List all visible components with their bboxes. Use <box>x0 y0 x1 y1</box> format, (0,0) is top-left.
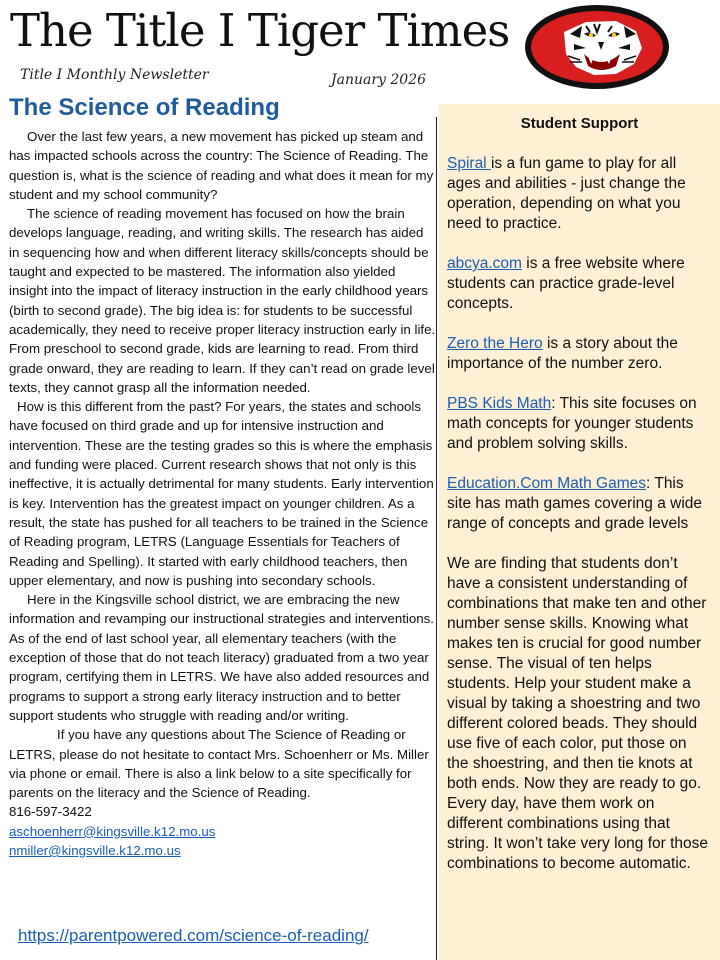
article-body <box>9 127 437 860</box>
make-ten-tip: We are finding that students don’t have a consistent understanding of combinations that make ten and other number sense skills. Knowing what makes ten is crucial for good number sense. The visual of ten helps students. Help your student make a visual by taking a shoestring and two different colored beads. They should use five of each color, put those on the shoestring, and then tie knots at both ends. Now they are ready to go. Every day, have them work on different combinations using that string. It won’t take very long for those combinations to become automatic. <box>447 555 709 872</box>
education-com-math-games-link[interactable]: Education.Com Math Games <box>447 475 647 492</box>
support-item <box>447 254 712 314</box>
support-item-text: : This site has math games covering a wide range of concepts and grade levels <box>447 475 703 532</box>
article-paragraph: If you have any questions about The Science of Reading or LETRS, please do not hesitate to contact Mrs. Schoenherr or Ms. Miller via phone or email. There is also a link below to a site specifically for parents on the literacy and the Science of Reading. <box>9 727 429 801</box>
support-item-text: : This site focuses on math concepts for younger students and problem solving skills. <box>447 395 697 452</box>
newsletter-subtitle: Title I Monthly Newsletter <box>20 67 209 83</box>
abcya-link[interactable]: abcya.com <box>447 255 522 272</box>
student-support-sidebar <box>439 104 720 960</box>
email-link-schoenherr[interactable]: aschoenherr@kingsville.k12.mo.us <box>9 823 216 839</box>
pbs-kids-math-link[interactable]: PBS Kids Math <box>447 395 552 412</box>
support-item-text: is a story about the importance of the number zero. <box>447 335 678 372</box>
article-paragraph: Over the last few years, a new movement has picked up steam and has impacted schools across the country: The Science of Reading. The question is, what is the science of reading and what does it mean for my student and my school community? <box>9 129 434 202</box>
contact-phone: 816-597-3422 <box>9 804 92 820</box>
article-paragraph: The science of reading movement has focused on how the brain develops language, reading, and writing skills. The research has aided in sequencing how and when different literacy skills/concepts should be taught and expected to be mastered. The information also yielded insight into the impact of literacy instruction in the early childhood years (birth to second grade). The big idea is: for students to be successful academically, they need to receive proper literacy instruction early in life. From preschool to second grade, kids are learning to read. From third grade onward, they are reading to learn. If they can’t read on grade level texts, they cannot grasp all the information needed. <box>9 206 436 395</box>
newsletter-title: The Title I Tiger Times <box>10 4 510 57</box>
sidebar-title: Student Support <box>520 115 639 132</box>
zero-the-hero-link[interactable]: Zero the Hero <box>447 335 543 352</box>
spiral-link[interactable]: Spiral <box>447 155 491 172</box>
support-item-text: is a free website where students can practice grade-level concepts. <box>447 255 685 312</box>
science-of-reading-link[interactable]: https://parentpowered.com/science-of-reading/ <box>18 926 369 945</box>
support-item <box>447 394 712 454</box>
issue-date: January 2026 <box>331 72 427 88</box>
support-item <box>447 334 712 374</box>
article-title: The Science of Reading <box>9 94 280 121</box>
column-divider <box>436 117 437 960</box>
support-item <box>447 474 712 534</box>
email-link-miller[interactable]: nmiller@kingsville.k12.mo.us <box>9 842 181 858</box>
support-item-text: is a fun game to play for all ages and abilities - just change the operation, depending on what you need to practice. <box>447 155 686 232</box>
article-paragraph: How is this different from the past? For years, the states and schools have focused on third grade and up for intensive instruction and intervention. These are the testing grades so this is where the emphasis and funding were placed. Current research shows that not only is this ineffective, it is actually detrimental for many students. Early intervention is key. Intervention has the greatest impact on younger children. As a result, the state has pushed for all teachers to be trained in the Science of Reading program, LETRS (Language Essentials for Teachers of Reading and Spelling). It started with early childhood teachers, then upper elementary, and now is pushing into secondary schools. <box>9 399 434 588</box>
support-item <box>447 154 712 234</box>
article-paragraph: Here in the Kingsville school district, we are embracing the new information and revamping our instructional strategies and interventions. As of the end of last school year, all elementary teachers (with the exception of those that do not teach literacy) graduated from a two year program, certifying them in LETRS. We have also added resources and programs to support a strong early literacy instruction and to better support students who struggle with reading and/or writing. <box>9 592 434 723</box>
tiger-logo-icon <box>524 4 670 90</box>
